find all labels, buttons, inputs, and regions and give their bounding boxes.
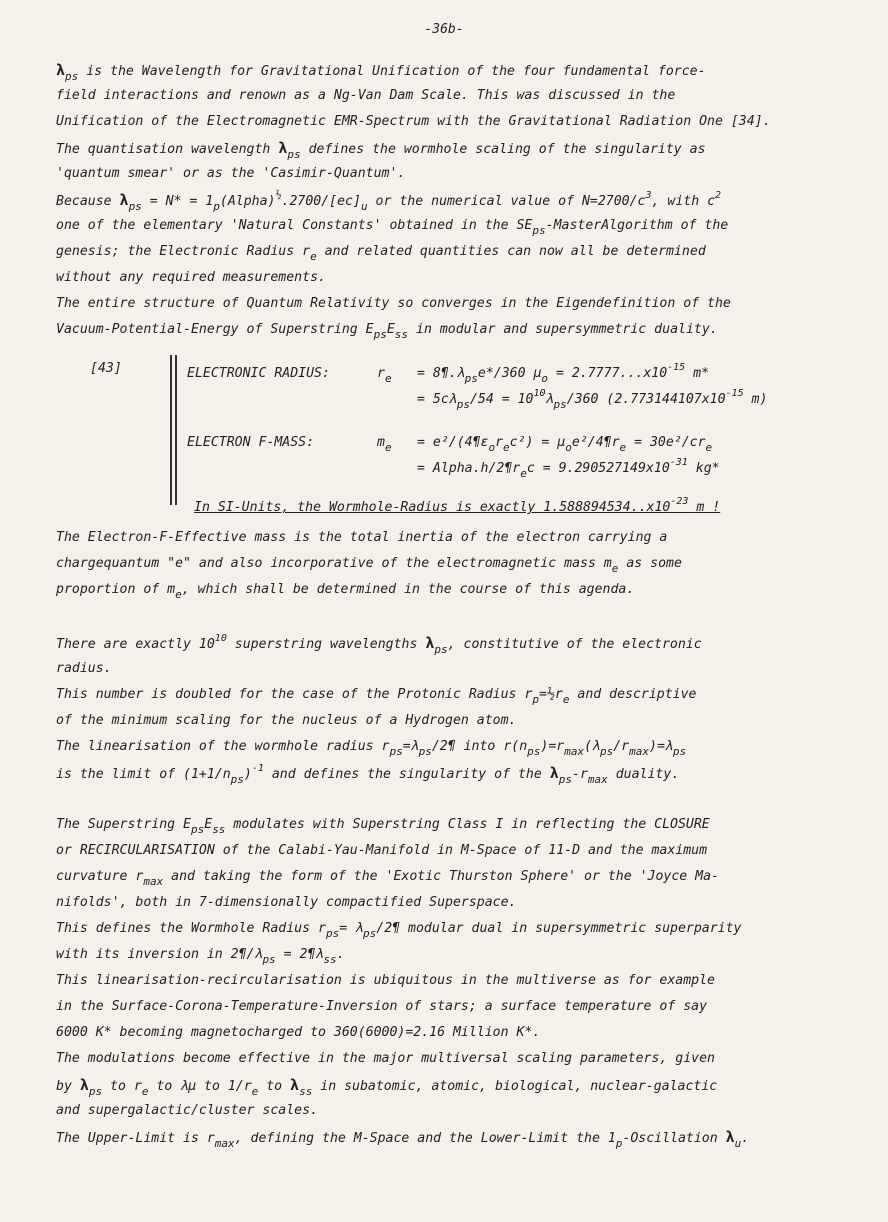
text-line: Vacuum-Potential-Energy of Superstring $E_{ps}E_{ss}$ in modular and supersymmetric duality. — [56, 322, 718, 341]
text-line: or RECIRCULARISATION of the Calabi-Yau-Manifold in M-Space of 11-D and the maximum — [56, 843, 708, 858]
text-line: 'quantum smear' or as the 'Casimir-Quantum'. — [56, 166, 406, 181]
text-line: one of the elementary 'Natural Constants' obtained in the $SE_{ps}$-MasterAlgorithm of the — [56, 218, 729, 237]
text-line: 6000 K* becoming magnetocharged to 360(6000)=2.16 Million K*. — [56, 1025, 541, 1040]
equation-bar — [170, 355, 172, 505]
electron-mass-row-2: = $Alpha.h/2\P r_ec = 9.290527149x10^{-31}$ kg* — [417, 457, 720, 480]
text-line: radius. — [56, 661, 112, 676]
equation-block — [56, 355, 846, 515]
electronic-radius-row: ELECTRONIC RADIUS: $r_e$ = $8\P.\lambda_{ps}e*/360$ $\mu_o = 2.7777...x10^{-15}$ m* — [187, 362, 710, 385]
text-line: The quantisation wavelength $\lambda_{ps}$ defines the wormhole scaling of the singularity as — [56, 139, 706, 161]
paragraph-effective-mass — [56, 525, 846, 603]
electronic-radius-row-2: = $5c\lambda_{ps}/54 = 10^{10}\lambda_{ps}/360$ ($2.773144107x10^{-15}$ m) — [417, 388, 768, 411]
text-line: field interactions and renown as a Ng-Van Dam Scale. This was discussed in the — [56, 88, 676, 103]
text-line: This linearisation-recircularisation is ubiquitous in the multiverse as for example — [56, 973, 715, 988]
electron-mass-row: ELECTRON F-MASS: $m_e$ = $e^2/(4\P\varepsilon_or_ec^2)$ = $\mu_oe^2/4\P r_e = 30e^2/cr_e$ — [187, 435, 713, 454]
text-line: without any required measurements. — [56, 270, 326, 285]
text-line: nifolds', both in 7-dimensionally compactified Superspace. — [56, 895, 517, 910]
paragraph-superstring-wavelengths — [56, 630, 846, 786]
text-line: The Upper-Limit is $r_{max}$, defining the M-Space and the Lower-Limit the $1_p$-Oscillation $\lambda_u$. — [56, 1128, 750, 1150]
text-line: with its inversion in $2\P/\lambda_{ps}$ = $2\P\lambda_{ss}$. — [56, 947, 345, 966]
text-line: $\lambda_{ps}$ is the Wavelength for Gravitational Unification of the four fundamental force- — [56, 61, 706, 83]
text-line: chargequantum "e" and also incorporative of the electromagnetic mass $m_e$ as some — [56, 556, 682, 575]
text-line: of the minimum scaling for the nucleus of a Hydrogen atom. — [56, 713, 517, 728]
text-line: in the Surface-Corona-Temperature-Inversion of stars; a surface temperature of say — [56, 999, 708, 1014]
text-line: The entire structure of Quantum Relativity so converges in the Eigendefinition of the — [56, 296, 731, 311]
equation-bar — [175, 355, 177, 505]
si-units-statement: In SI-Units, the Wormhole-Radius is exactly $1.588894534..x10^{-23}$ m ! — [194, 496, 721, 515]
text-line: This number is doubled for the case of the Protonic Radius $r_p=\frac{1}{2}r_e$ and descriptive — [56, 687, 697, 706]
paragraph-superstring-modulation — [56, 812, 846, 1150]
text-line: The linearisation of the wormhole radius $r_{ps}=\lambda_{ps}/2\P$ into $r(n_{ps})=r_{max}(\lambda_{ps}/r_{max})=\lambda_{ps}$ — [56, 739, 687, 758]
text-line: This defines the Wormhole Radius $r_{ps}=$ $\lambda_{ps}/2\P$ modular dual in supersymmetric superparity — [56, 921, 742, 940]
text-line: The Superstring $E_{ps}E_{ss}$ modulates with Superstring Class I in reflecting the CLOSURE — [56, 817, 710, 836]
text-line: curvature $r_{max}$ and taking the form of the 'Exotic Thurston Sphere' or the 'Joyce Ma- — [56, 869, 719, 888]
text-line: genesis; the Electronic Radius $r_e$ and related quantities can now all be determined — [56, 244, 706, 263]
text-line: is the limit of $(1+1/n_{ps})^{-1}$ and defines the singularity of the $\lambda_{ps}-r_{max}$ duality. — [56, 763, 680, 786]
text-line: The Electron-F-Effective mass is the total inertia of the electron carrying a — [56, 530, 668, 545]
text-line: by $\lambda_{ps}$ to $r_e$ to λμ to $1/r_e$ to $\lambda_{ss}$ in subatomic, atomic, biological, nuclear-galactic — [56, 1076, 718, 1098]
paragraph-wavelength — [56, 57, 846, 343]
page-number: -36b- — [424, 22, 464, 37]
text-line: The modulations become effective in the major multiversal scaling parameters, given — [56, 1051, 715, 1066]
text-line: and supergalactic/cluster scales. — [56, 1103, 319, 1118]
text-line: There are exactly $10^{10}$ superstring wavelengths $\lambda_{ps}$, constitutive of the electronic — [56, 633, 702, 656]
text-line: Because $\lambda_{ps} = N*$ = $1_p(Alpha)^{\frac{1}{2}}.2700/[ec]_u$ or the numerical value of $N=2700/c^3$, with $c^2$ — [56, 190, 722, 213]
text-line: Unification of the Electromagnetic EMR-Spectrum with the Gravitational Radiation One [34]. — [56, 114, 771, 129]
text-line: proportion of $m_e$, which shall be determined in the course of this agenda. — [56, 582, 635, 601]
equation-number: [43] — [90, 361, 122, 376]
